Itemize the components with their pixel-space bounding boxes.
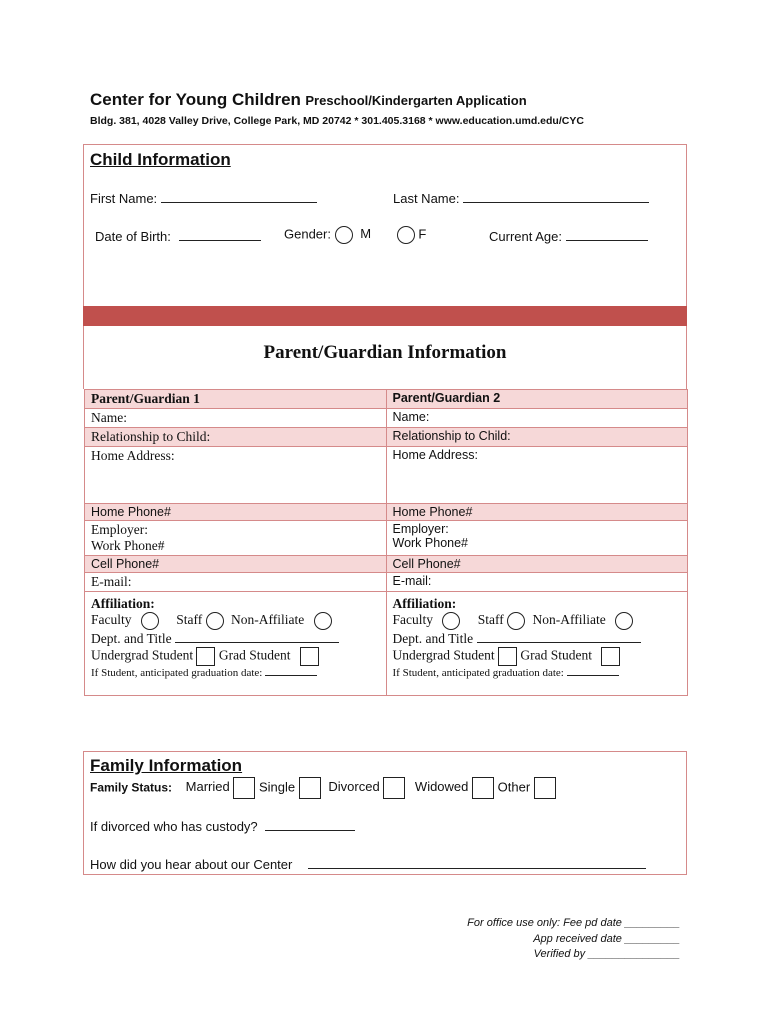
family-info-title: Family Information [90, 756, 243, 775]
parent2-work-phone-label: Work Phone# [392, 536, 469, 550]
current-age-line[interactable] [566, 228, 648, 241]
first-name-label: First Name: [90, 191, 158, 206]
grad-date-label: If Student, anticipated graduation date: [392, 667, 564, 679]
parent1-grad-date[interactable] [91, 666, 380, 679]
non-affiliate-label: Non-Affiliate [231, 612, 305, 628]
parent1-dept[interactable] [91, 630, 380, 647]
gender-label: Gender: [284, 226, 331, 242]
parent2-email[interactable]: E-mail: [386, 573, 688, 592]
parent-info-title: Parent/Guardian Information [263, 342, 507, 363]
parent2-undergrad-checkbox[interactable] [498, 647, 517, 666]
grad-label: Grad Student [520, 647, 592, 663]
first-name-field[interactable] [90, 190, 317, 206]
parent2-affiliation-options [393, 612, 682, 630]
parent2-staff-radio[interactable] [507, 612, 525, 630]
table-row [85, 521, 688, 556]
parent2-employer-label: Employer: [392, 522, 449, 536]
office-received-date: App received date _________ [533, 932, 680, 945]
dob-label: Date of Birth: [95, 229, 171, 244]
parent1-staff-radio[interactable] [206, 612, 224, 630]
section-divider-bar [83, 306, 687, 326]
parent2-dept[interactable] [393, 630, 682, 647]
office-verified-by: Verified by _______________ [533, 948, 680, 960]
first-name-line[interactable] [161, 190, 317, 203]
office-fee-date: For office use only: Fee pd date _________ [467, 917, 680, 929]
dept-label: Dept. and Title [392, 631, 474, 646]
hear-about-label: How did you hear about our Center [90, 857, 293, 872]
table-row [85, 592, 688, 696]
table-row [85, 573, 688, 592]
parent1-cell[interactable]: Cell Phone# [85, 556, 387, 573]
header [90, 90, 527, 110]
parent1-header: Parent/Guardian 1 [85, 390, 387, 409]
staff-label: Staff [176, 612, 203, 628]
staff-label: Staff [477, 612, 504, 628]
gender-m-radio[interactable] [335, 226, 353, 244]
divorced-label: Divorced [328, 779, 380, 795]
office-use-block [380, 916, 680, 963]
parent2-grad-date-line[interactable] [567, 666, 619, 676]
parent1-employer-label: Employer: [91, 522, 148, 537]
parent1-work-phone-label: Work Phone# [91, 538, 165, 553]
parent1-non-affiliate-radio[interactable] [314, 612, 332, 630]
parent2-cell[interactable]: Cell Phone# [386, 556, 688, 573]
parent1-address[interactable]: Home Address: [85, 447, 387, 504]
table-row [85, 556, 688, 573]
single-label: Single [258, 779, 296, 795]
last-name-line[interactable] [463, 190, 649, 203]
hear-about-line[interactable] [308, 856, 646, 869]
last-name-label: Last Name: [393, 191, 460, 206]
parent1-undergrad-checkbox[interactable] [196, 647, 215, 666]
grad-date-label: If Student, anticipated graduation date: [91, 667, 263, 679]
parent2-name[interactable]: Name: [386, 409, 688, 428]
table-row [85, 409, 688, 428]
gender-f-radio[interactable] [397, 226, 415, 244]
parent2-header: Parent/Guardian 2 [386, 390, 688, 409]
grad-label: Grad Student [218, 647, 291, 663]
gender-m-label: M [360, 226, 372, 242]
parent1-affiliation-options [91, 612, 380, 630]
parent2-faculty-radio[interactable] [442, 612, 460, 630]
org-name: Center for Young Children [90, 90, 301, 109]
address-line: Bldg. 381, 4028 Valley Drive, College Park, MD 20742 * 301.405.3168 * www.education.umd.edu/CYC [90, 115, 584, 127]
parent1-affiliation-title: Affiliation: [91, 596, 155, 611]
faculty-label: Faculty [91, 612, 132, 628]
parent-table [84, 389, 688, 696]
parent1-employer[interactable] [85, 521, 387, 556]
table-row [85, 390, 688, 409]
parent2-student [393, 647, 682, 666]
parent1-home-phone[interactable]: Home Phone# [85, 504, 387, 521]
parent1-grad-checkbox[interactable] [300, 647, 319, 666]
table-row [85, 428, 688, 447]
gender-field [284, 226, 426, 244]
parent1-dept-line[interactable] [175, 630, 339, 643]
parent2-employer[interactable] [386, 521, 688, 556]
other-label: Other [497, 779, 531, 795]
married-label: Married [185, 779, 230, 795]
last-name-field[interactable] [393, 190, 649, 206]
parent1-grad-date-line[interactable] [265, 666, 317, 676]
parent2-address[interactable]: Home Address: [386, 447, 688, 504]
gender-f-label: F [418, 226, 427, 242]
custody-field[interactable] [90, 818, 355, 834]
parent2-grad-checkbox[interactable] [601, 647, 620, 666]
parent1-affiliation [85, 592, 387, 696]
parent1-relationship[interactable]: Relationship to Child: [85, 428, 387, 447]
parent1-student [91, 647, 380, 666]
parent1-name[interactable]: Name: [85, 409, 387, 428]
widowed-label: Widowed [414, 779, 469, 795]
non-affiliate-label: Non-Affiliate [532, 612, 606, 628]
table-row [85, 447, 688, 504]
current-age-field[interactable] [489, 228, 648, 244]
widowed-checkbox[interactable] [472, 777, 494, 799]
table-row [85, 504, 688, 521]
other-checkbox[interactable] [534, 777, 556, 799]
parent2-relationship[interactable]: Relationship to Child: [386, 428, 688, 447]
custody-label: If divorced who has custody? [90, 819, 258, 834]
single-checkbox[interactable] [299, 777, 321, 799]
family-status-label: Family Status: [90, 780, 173, 795]
parent1-faculty-radio[interactable] [141, 612, 159, 630]
parent2-grad-date[interactable] [393, 666, 682, 679]
undergrad-label: Undergrad Student [392, 647, 495, 663]
undergrad-label: Undergrad Student [91, 647, 194, 663]
parent2-dept-line[interactable] [477, 630, 641, 643]
family-status-row [90, 777, 556, 799]
current-age-label: Current Age: [489, 229, 562, 244]
parent2-non-affiliate-radio[interactable] [615, 612, 633, 630]
parent1-email[interactable]: E-mail: [85, 573, 387, 592]
married-checkbox[interactable] [233, 777, 255, 799]
parent2-affiliation-title: Affiliation: [392, 596, 457, 611]
parent2-home-phone[interactable]: Home Phone# [386, 504, 688, 521]
child-info-title: Child Information [90, 150, 231, 169]
dept-label: Dept. and Title [91, 631, 172, 646]
application-title: Preschool/Kindergarten Application [305, 93, 527, 108]
custody-line[interactable] [265, 818, 355, 831]
faculty-label: Faculty [392, 612, 433, 628]
dob-field[interactable] [95, 228, 261, 244]
divorced-checkbox[interactable] [383, 777, 405, 799]
dob-line[interactable] [179, 228, 261, 241]
parent2-affiliation [386, 592, 688, 696]
hear-about-field[interactable] [90, 856, 646, 872]
